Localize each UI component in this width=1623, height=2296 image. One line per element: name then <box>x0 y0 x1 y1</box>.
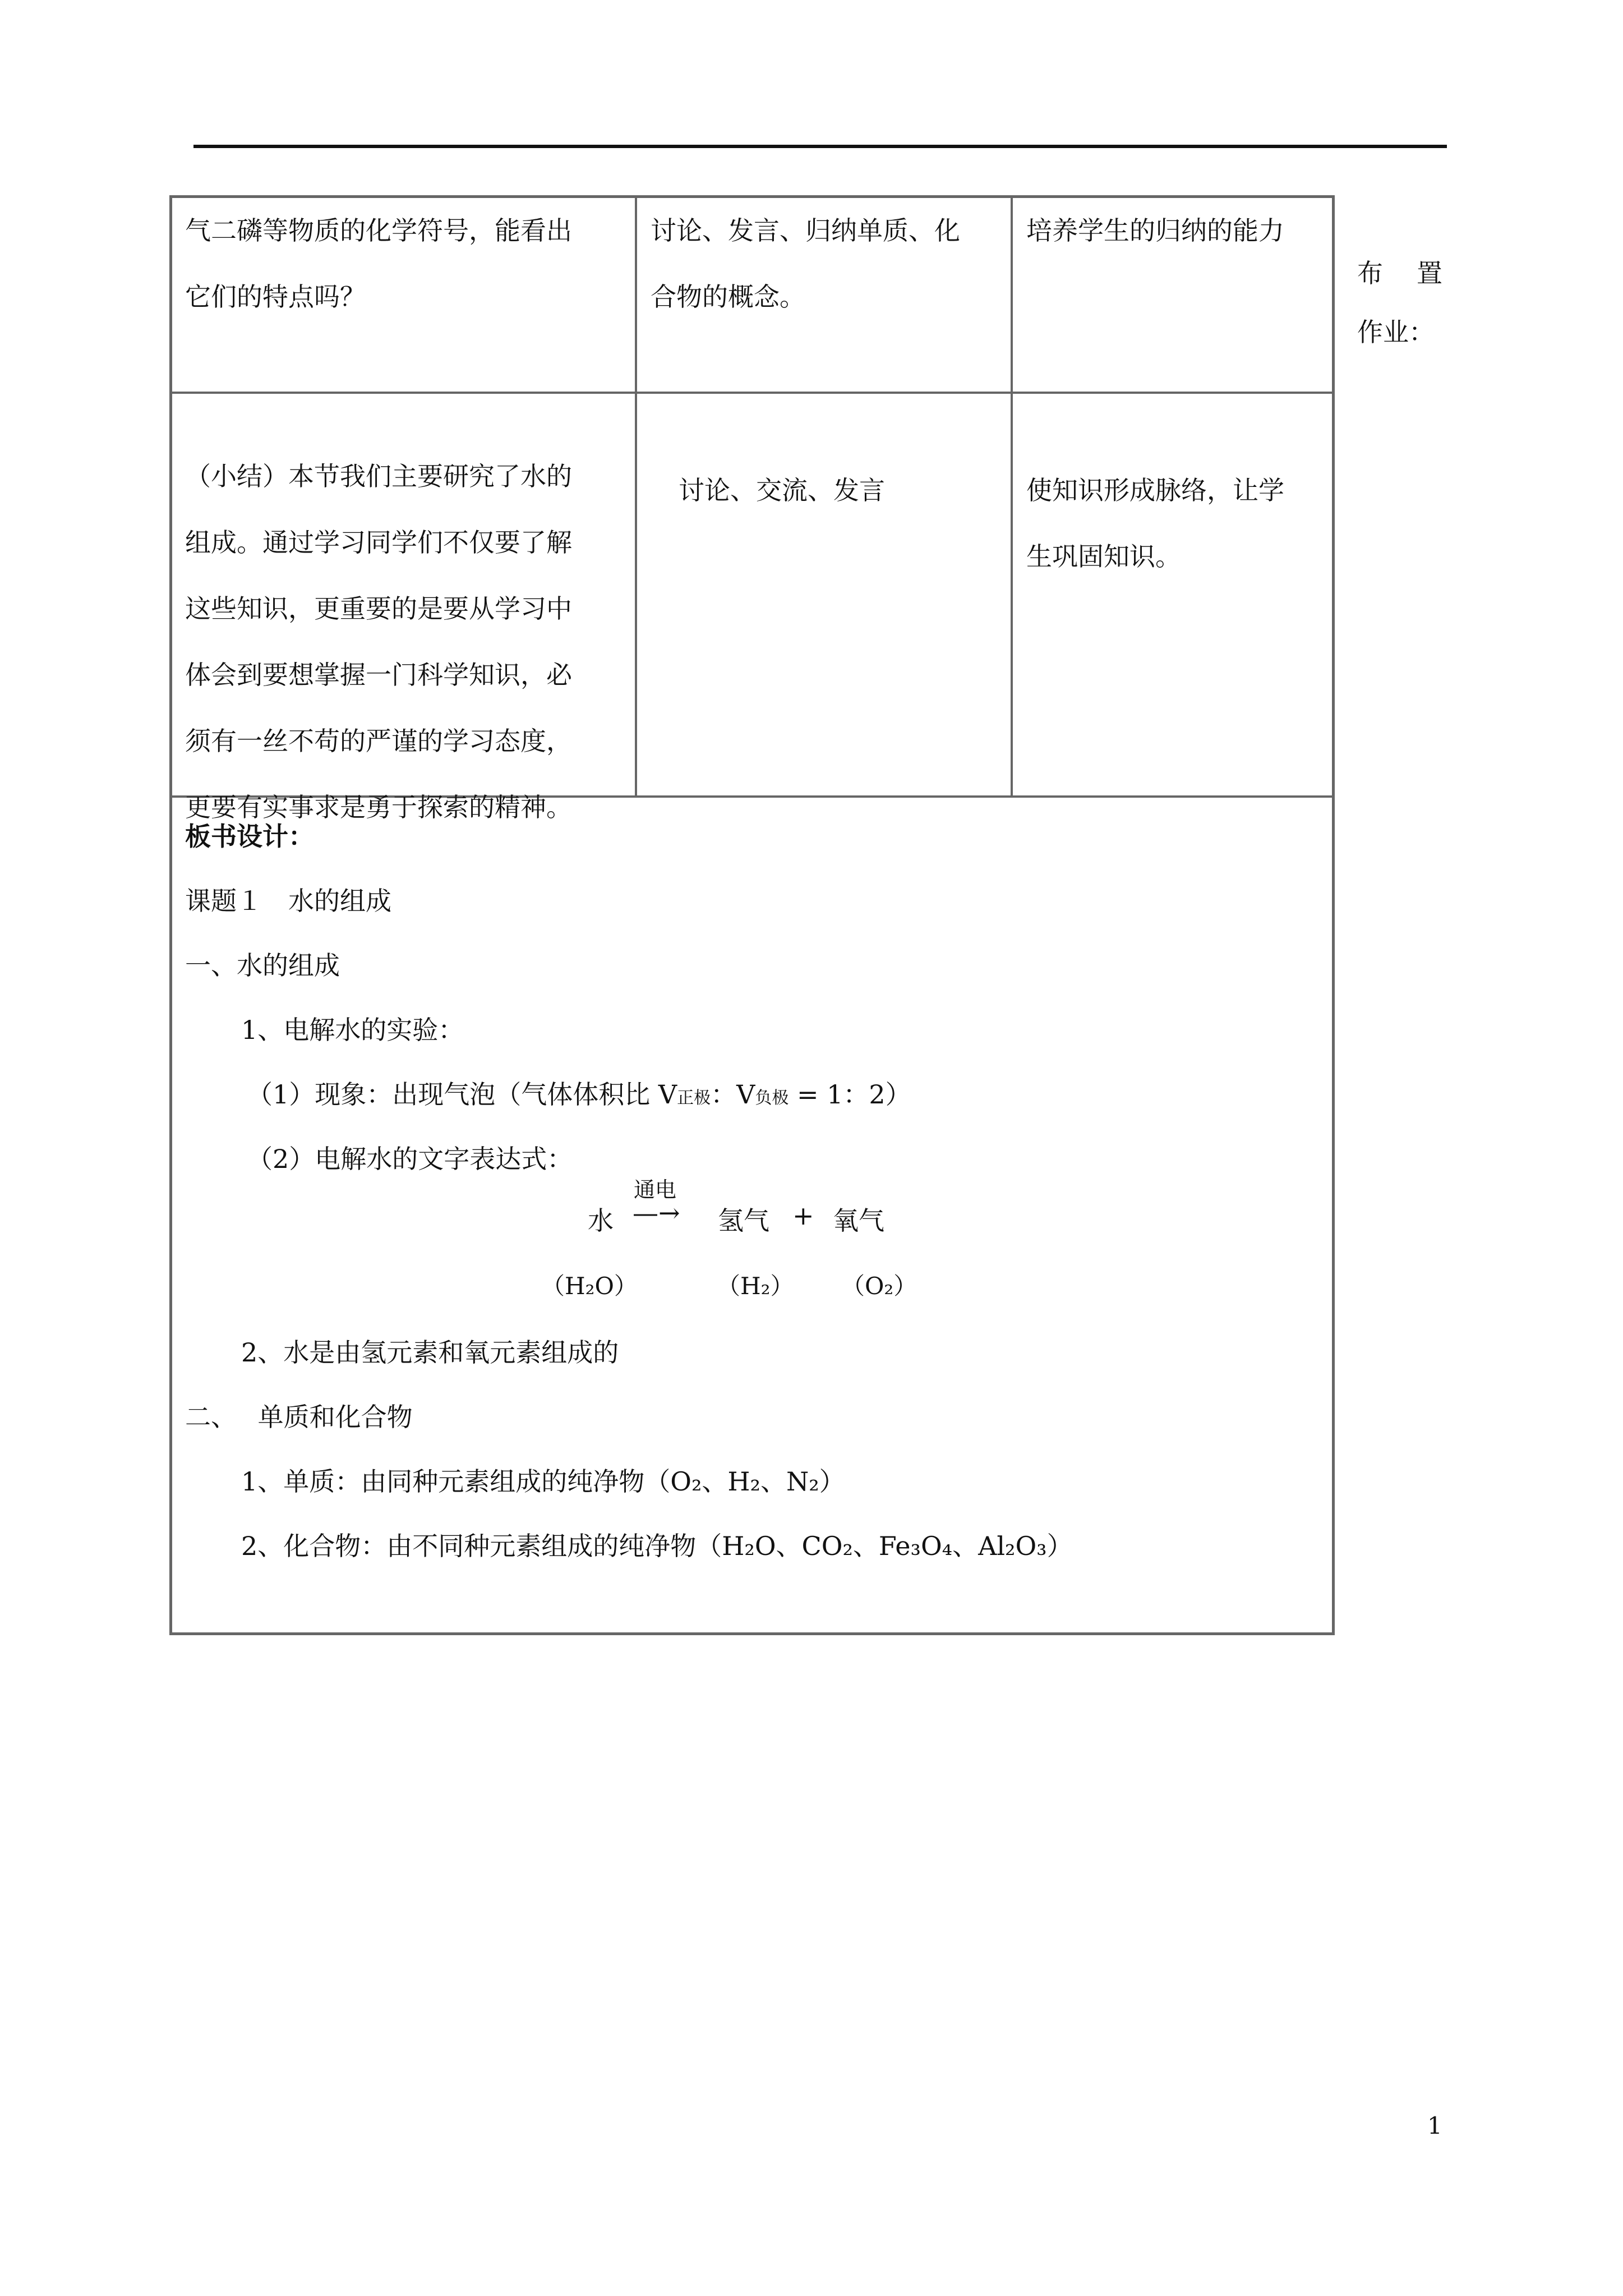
board-title: 课题１ 水的组成 <box>185 886 391 916</box>
header-rule <box>193 145 1447 148</box>
phenomenon-sub-positive: 正极 <box>677 1088 711 1108</box>
row2-intent-line1: 使知识形成脉络，让学 <box>1026 475 1284 505</box>
row1-student-cell <box>651 197 960 330</box>
row1-teacher-line1: 气二磷等物质的化学符号，能看出 <box>185 215 572 246</box>
row2-student-text: 讨论、交流、发言 <box>679 475 885 505</box>
row2-teacher-line: 组成。通过学习同学们不仅要了解 <box>185 527 572 558</box>
row2-teacher-line: 这些知识，更重要的是要从学习中 <box>185 593 572 624</box>
homework-note-line1: 布置 <box>1357 258 1476 288</box>
equation-arrow: —→ <box>633 1198 680 1228</box>
board-item-1: 1、电解水的实验： <box>241 1015 464 1045</box>
equation-plus: + <box>792 1200 814 1231</box>
row2-intent-cell <box>1026 457 1284 590</box>
board-definition-element: 1、单质：由同种元素组成的纯净物（O₂、H₂、N₂） <box>241 1466 845 1497</box>
board-section-1: 一、水的组成 <box>185 950 340 981</box>
row-divider-1 <box>169 392 1335 394</box>
equation-oxygen: 氧气 <box>833 1205 884 1236</box>
row1-teacher-line2: 它们的特点吗？ <box>185 282 366 312</box>
row2-intent-line2: 生巩固知识。 <box>1026 541 1181 572</box>
equation-water: 水 <box>588 1205 614 1236</box>
row2-teacher-line: 须有一丝不苟的严谨的学习态度， <box>185 726 572 756</box>
equation-condition: 通电 <box>634 1177 677 1202</box>
board-expression-label: （2）电解水的文字表达式： <box>247 1144 573 1174</box>
row2-teacher-line: 体会到要想掌握一门科学知识，必 <box>185 660 572 690</box>
board-section-2: 二、 单质和化合物 <box>185 1402 413 1432</box>
row2-student-cell <box>679 457 885 523</box>
formula-oxygen: （O₂） <box>841 1272 917 1300</box>
row1-intent-text: 培养学生的归纳的能力 <box>1026 215 1284 246</box>
homework-note <box>1357 244 1476 362</box>
board-item-2: 2、水是由氢元素和氧元素组成的 <box>241 1337 619 1368</box>
column-divider-1 <box>635 195 637 797</box>
phenomenon-sub-negative: 负极 <box>755 1088 789 1108</box>
row1-intent-cell <box>1026 197 1284 264</box>
board-heading: 板书设计： <box>185 821 314 852</box>
formula-hydrogen: （H₂） <box>717 1272 794 1300</box>
row2-teacher-cell <box>185 443 572 840</box>
row1-teacher-cell <box>185 197 572 330</box>
board-phenomenon <box>247 1074 911 1111</box>
row1-student-line1: 讨论、发言、归纳单质、化 <box>651 215 960 246</box>
phenomenon-suffix: = 1：2） <box>789 1079 911 1110</box>
equation-hydrogen: 氢气 <box>718 1205 769 1236</box>
phenomenon-prefix: （1）现象：出现气泡（气体体积比 V <box>247 1079 677 1110</box>
board-definition-compound: 2、化合物：由不同种元素组成的纯净物（H₂O、CO₂、Fe₃O₄、Al₂O₃） <box>241 1531 1073 1561</box>
row2-teacher-line: （小结）本节我们主要研究了水的 <box>185 461 572 491</box>
page-number: 1 <box>1427 2112 1442 2139</box>
homework-note-line2: 作业： <box>1357 317 1435 347</box>
phenomenon-mid: ：V <box>711 1079 755 1110</box>
formula-water: （H₂O） <box>541 1272 638 1300</box>
row2-teacher-line: 更要有实事求是勇于探索的精神。 <box>185 792 572 822</box>
row1-student-line2: 合物的概念。 <box>651 282 805 312</box>
column-divider-2 <box>1011 195 1013 797</box>
